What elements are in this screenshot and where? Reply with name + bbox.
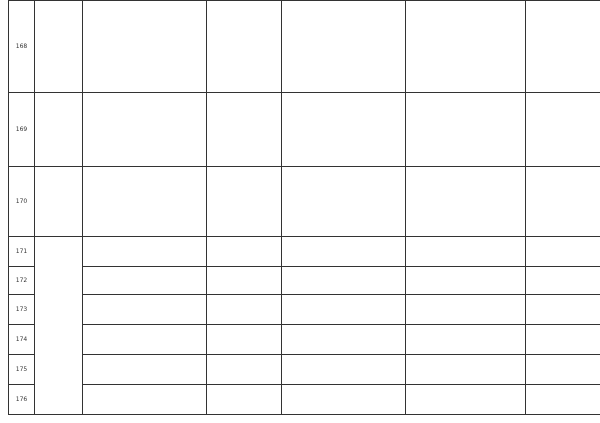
note-cell [526,237,600,267]
content-cell [406,355,526,385]
period-cell [207,93,282,167]
period-cell [207,237,282,267]
table-row [9,355,600,385]
project-name-cell [83,93,207,167]
content-cell [406,267,526,295]
table-row [9,1,600,93]
spec-cell [282,167,406,237]
project-name-cell [83,167,207,237]
spec-cell [282,385,406,415]
content-cell [406,385,526,415]
row-number: 172 [9,267,35,295]
content-cell [406,167,526,237]
row-number: 169 [9,93,35,167]
period-cell [207,295,282,325]
period-cell [207,385,282,415]
table-row [9,267,600,295]
table-row [9,237,600,267]
row-number: 175 [9,355,35,385]
project-name-cell [83,237,207,267]
org-cell [35,93,83,167]
row-number: 173 [9,295,35,325]
table-row [9,295,600,325]
spec-cell [282,93,406,167]
period-cell [207,1,282,93]
project-name-cell [83,267,207,295]
spec-cell [282,355,406,385]
row-number: 171 [9,237,35,267]
row-number: 174 [9,325,35,355]
content-cell [406,325,526,355]
content-cell [406,93,526,167]
spec-cell [282,267,406,295]
row-number: 170 [9,167,35,237]
period-cell [207,267,282,295]
project-name-cell [83,295,207,325]
note-cell [526,385,600,415]
content-cell [406,295,526,325]
table-row [9,93,600,167]
content-cell [406,1,526,93]
project-name-cell [83,325,207,355]
period-cell [207,167,282,237]
period-cell [207,325,282,355]
note-cell [526,1,600,93]
project-name-cell [83,355,207,385]
note-cell [526,93,600,167]
spec-cell [282,295,406,325]
note-cell [526,355,600,385]
note-cell [526,325,600,355]
org-cell [35,237,83,415]
org-cell [35,167,83,237]
spec-cell [282,325,406,355]
table-row [9,325,600,355]
table-row [9,167,600,237]
project-name-cell [83,1,207,93]
period-cell [207,355,282,385]
project-table [8,0,600,415]
note-cell [526,267,600,295]
row-number: 168 [9,1,35,93]
org-cell [35,1,83,93]
row-number: 176 [9,385,35,415]
note-cell [526,167,600,237]
spec-cell [282,1,406,93]
spec-cell [282,237,406,267]
project-name-cell [83,385,207,415]
table-row [9,385,600,415]
note-cell [526,295,600,325]
content-cell [406,237,526,267]
